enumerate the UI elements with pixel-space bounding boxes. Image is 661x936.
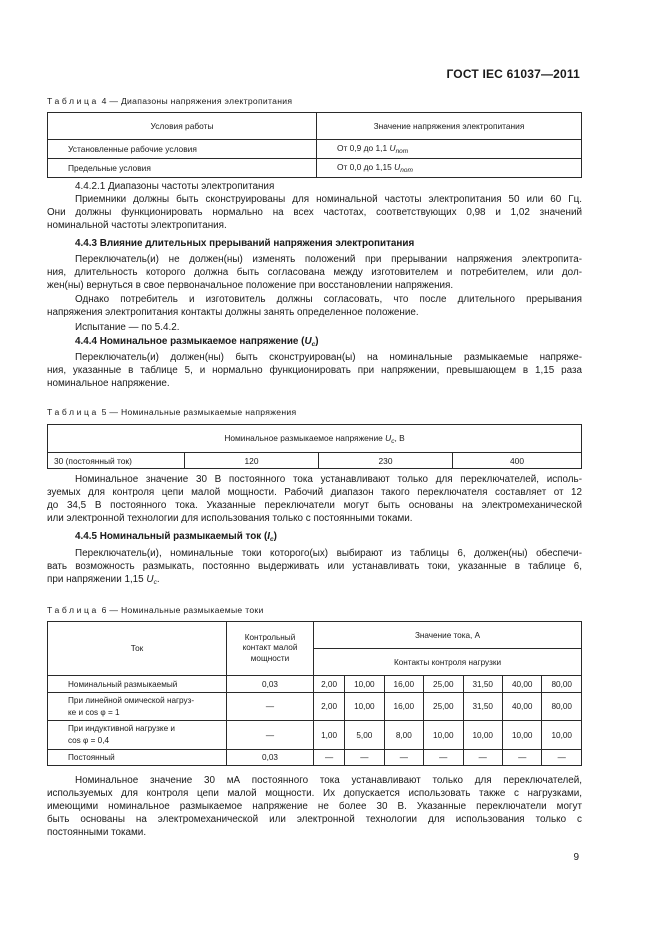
final-paragraph: Номинальное значение 30 мА постоянного тока устанавливают только для переключателей, используемых для контроля цепи малой мощности. Их допускается использовать также с нагрузками, имеющими номинальное размыкаемое напряжение не более 30 В. Указанные переключатели могут быть основаны на электромеханической или электронной технологии для использования только с постоянными токами. [47, 775, 582, 838]
table6-value: 40,00 [502, 676, 541, 693]
table4-caption-text: 4 — Диапазоны напряжения электропитания [98, 96, 293, 106]
table6-value: 8,00 [384, 721, 423, 750]
table6-ctrl: 0,03 [227, 750, 314, 766]
table6-value: 10,00 [345, 693, 384, 721]
table6-value: — [463, 750, 502, 766]
section-443-text-2: Однако потребитель и изготовитель должны согласовать, что после длительного прерывания напряжения электропитания контакты должны занять определенное положение. [47, 294, 582, 318]
table-row [48, 721, 582, 750]
table6-value: — [314, 750, 345, 766]
section-444-heading: 4.4.4 Номинальное размыкаемое напряжение $(U_c)$ [75, 336, 319, 348]
table6-value: 16,00 [384, 676, 423, 693]
table-row [48, 750, 582, 766]
table6-header-value: Значение тока, А [314, 622, 582, 649]
table6-value: — [345, 750, 384, 766]
table6-caption-word: Таблица [47, 605, 99, 615]
table5-cell: 30 (постоянный ток) [48, 453, 185, 469]
table5-header: Номинальное размыкаемое напряжение $U_c$, В [48, 425, 582, 453]
table6-label: При линейной омической нагруз- ке и cos φ = 1 [48, 693, 227, 721]
section-4421-text: Приемники должны быть сконструированы для номинальной частоты электропитания 50 или 60 Гц. Они должны функционировать нормально на всех частотах, соответствующих 0,98 и 1,02 значений номинальной частоты электропитания. [47, 194, 582, 231]
table6-ctrl: 0,03 [227, 676, 314, 693]
table4-value-cell: От 0,0 до 1,15 $U_{nom}$ [317, 159, 582, 178]
after-table5-text: Номинальное значение 30 В постоянного тока устанавливают только для переключателей, исполь- зуемых для контроля цепи малой мощности. Рабочий диапазон такого переключателя составляет от 12 до 34,5 В постоянного тока. Указанные переключатели могут быть основаны на электромеханической или электронной технологии для использования только с постоянными токами. [47, 474, 582, 524]
table6-value: 10,00 [463, 721, 502, 750]
table6 [47, 621, 582, 766]
section-4421-heading: 4.4.2.1 Диапазоны частоты электропитания [75, 181, 275, 192]
section-445-heading: 4.4.5 Номинальный размыкаемый ток $(I_c)$ [75, 531, 277, 543]
table6-caption [47, 605, 264, 615]
section-443-test: Испытание — по 5.4.2. [75, 322, 180, 333]
table6-value: 1,00 [314, 721, 345, 750]
section-443-text: Переключатель(и) не должен(ны) изменять положений при прерывании напряжения электропита- ния, длительность которого должна быть согласована между изготовителем и потребителем, или дол- жен(ны) вернуться в свое первоначальное положение при восстановлении напряжения. [47, 254, 582, 291]
table4-value-cell: От 0,9 до 1,1 $U_{nom}$ [317, 140, 582, 159]
table5-cell: 230 [319, 453, 453, 469]
table4-caption-word: Таблица [47, 96, 99, 106]
document-header: ГОСТ IEC 61037—2011 [446, 67, 580, 81]
table6-value: 2,00 [314, 693, 345, 721]
table6-label: Постоянный [48, 750, 227, 766]
table6-value: 10,00 [345, 676, 384, 693]
table6-value: — [502, 750, 541, 766]
table-row [48, 159, 582, 178]
table6-value: 80,00 [542, 676, 582, 693]
table6-value: — [384, 750, 423, 766]
table6-ctrl: — [227, 693, 314, 721]
table6-value: 10,00 [424, 721, 463, 750]
table5-cell: 120 [185, 453, 319, 469]
table5 [47, 424, 582, 469]
table6-label: Номинальный размыкаемый [48, 676, 227, 693]
table6-label: При индуктивной нагрузке и cos φ = 0,4 [48, 721, 227, 750]
table-row [48, 676, 582, 693]
table5-caption [47, 407, 296, 417]
table6-value: 2,00 [314, 676, 345, 693]
table4-header-value: Значение напряжения электропитания [317, 113, 582, 140]
table-row [48, 140, 582, 159]
table-row [48, 693, 582, 721]
table4-cond-cell: Предельные условия [48, 159, 317, 178]
table6-value: 31,50 [463, 676, 502, 693]
table6-value: 25,00 [424, 693, 463, 721]
table6-header-tok: Ток [48, 622, 227, 676]
table6-value: — [542, 750, 582, 766]
section-445-text: Переключатель(и), номинальные токи которого(ых) выбирают из таблицы 6, должен(ны) обеспечи- вать возможность размыкать, постоянно выдерживать или устанавливать токи, указанные в таблице 6, при напряжении 1,15 $U_c$. [47, 548, 582, 586]
table6-header-ctrl: Контрольный контакт малой мощности [227, 622, 314, 676]
table6-value: 31,50 [463, 693, 502, 721]
table4-caption [47, 96, 292, 106]
table6-value: 5,00 [345, 721, 384, 750]
table5-cell: 400 [453, 453, 582, 469]
table6-value: 25,00 [424, 676, 463, 693]
table-row [48, 453, 582, 469]
table6-ctrl: — [227, 721, 314, 750]
table6-value: 80,00 [542, 693, 582, 721]
page-number: 9 [573, 852, 579, 863]
table6-value: 10,00 [542, 721, 582, 750]
table4 [47, 112, 582, 178]
table4-cond-cell: Установленные рабочие условия [48, 140, 317, 159]
table6-value: 16,00 [384, 693, 423, 721]
table6-value: 10,00 [502, 721, 541, 750]
section-444-text: Переключатель(и) должен(ны) быть сконструирован(ы) на номинальные размыкаемые напряже- ния, указанные в таблице 5, и нормально функционировать при напряжении, превышающем в 1,15 раза номинальное напряжение. [47, 352, 582, 389]
table5-caption-text: 5 — Номинальные размыкаемые напряжения [98, 407, 297, 417]
table4-header-conditions: Условия работы [48, 113, 317, 140]
section-443-heading: 4.4.3 Влияние длительных прерываний напряжения электропитания [75, 238, 415, 249]
table6-caption-text: 6 — Номинальные размыкаемые токи [98, 605, 264, 615]
table6-value: 40,00 [502, 693, 541, 721]
table6-value: — [424, 750, 463, 766]
table5-caption-word: Таблица [47, 407, 99, 417]
table6-header-load: Контакты контроля нагрузки [314, 649, 582, 676]
